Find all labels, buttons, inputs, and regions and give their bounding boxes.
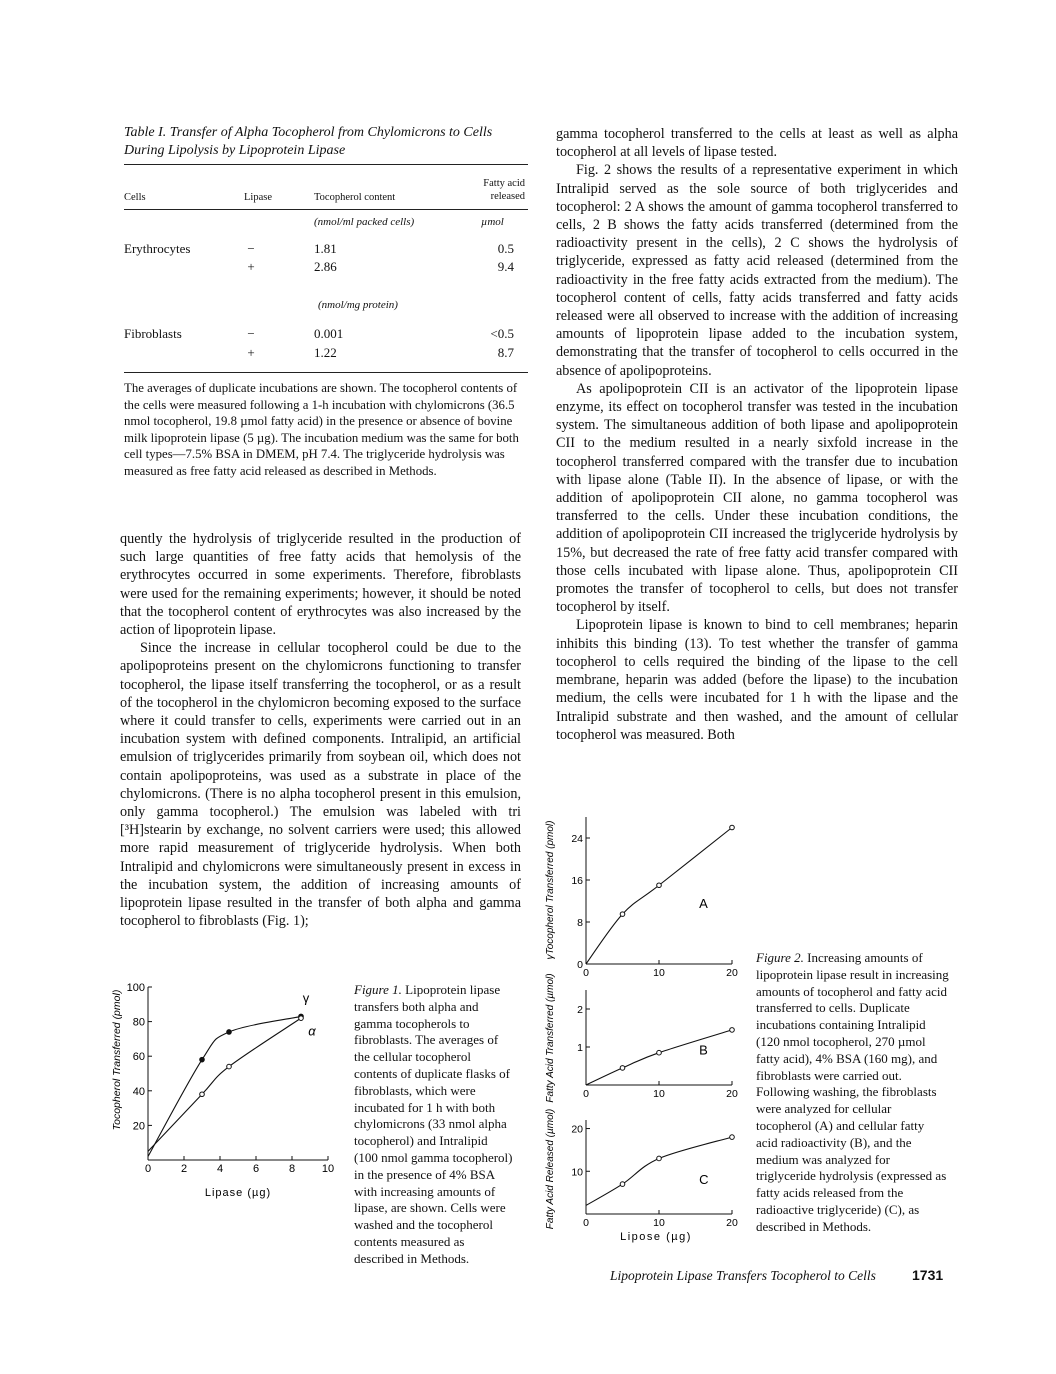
series-line bbox=[586, 1137, 732, 1205]
row-cell-name: Fibroblasts bbox=[124, 326, 182, 341]
row-toco: 1.81 bbox=[314, 241, 337, 256]
data-point bbox=[620, 1182, 625, 1187]
th-fatty1: Fatty acid bbox=[483, 178, 525, 189]
row-cell-name: Erythrocytes bbox=[124, 241, 191, 256]
running-title: Lipoprotein Lipase Transfers Tocopherol to Cells bbox=[610, 1268, 876, 1283]
y-axis-label: Tocopherol Transferred (pmol) bbox=[111, 989, 123, 1131]
x-axis-label: Lipose (µg) bbox=[620, 1231, 692, 1243]
x-tick-label: 20 bbox=[726, 967, 738, 979]
plot-area bbox=[545, 817, 738, 1229]
figure-2-chart bbox=[528, 812, 743, 1252]
series-label-alpha: α bbox=[308, 1023, 316, 1039]
data-point bbox=[299, 1016, 304, 1021]
figure-1-caption bbox=[354, 982, 514, 1268]
row-lipase: − bbox=[247, 241, 255, 256]
y-tick-label: 100 bbox=[126, 982, 145, 994]
y-axis-label: γTocopherol Transferred (pmol) bbox=[545, 820, 556, 960]
table-top-rule bbox=[124, 164, 528, 165]
y-tick-label: 20 bbox=[571, 1123, 583, 1136]
y-axis-label: Fatty Acid Released (µmol) bbox=[545, 1108, 556, 1230]
row-lipase: − bbox=[247, 326, 255, 341]
row-fatty: <0.5 bbox=[490, 326, 514, 341]
row-fatty: 9.4 bbox=[497, 259, 514, 274]
data-point bbox=[620, 912, 625, 917]
series-line bbox=[148, 1018, 301, 1151]
paragraph: As apolipoprotein CII is an activator of the lipoprotein lipase enzyme, its effect on tocopherol transfer was tested in the incubation system. The simultaneous addition of both lipase and apolipoprotein CII to the medium resulted in a nearly sixfold increase in the tocopherol transferred compared with the transfer due to incubation with lipase alone (Table II). In the absence of lipase, or with the addition of apolipoprotein CII alone, no gamma tocopherol was transferred to the cells. Under these incubation conditions, the addition of apolipoprotein CII increased the triglyceride hydrolysis by 15%, but decreased the rate of free fatty acid transfer compared with those cells incubated with lipase alone. Thus, apolipoprotein CII promotes the transfer of tocopherol to cells, but does not transfer tocopherol by itself. bbox=[556, 380, 958, 616]
x-tick-label: 20 bbox=[726, 1088, 738, 1100]
data-point bbox=[620, 1066, 625, 1071]
x-tick-label: 8 bbox=[288, 1163, 296, 1175]
th-fatty2: released bbox=[490, 191, 525, 202]
plot-area bbox=[127, 982, 334, 1175]
caption-text: Increasing amounts of lipoprotein lipase result in increasing amounts of tocopherol and fatty acid transferred to cells. Duplicate incubations containing Intralipid (120 nmol tocopherol, 270 µmol fatty acid), 4% BSA (160 mg), and fibroblasts were carried out. Following washing, the fibroblasts were analyzed for cellular tocopherol (A) and cellular fatty acid radioactivity (B), and the medium was analyzed for triglyceride hydrolysis (expressed as fatty acids released from the radioactive triglyceride) (C), as described in Methods. bbox=[756, 950, 949, 1234]
data-point bbox=[657, 1050, 662, 1055]
data-point bbox=[227, 1030, 232, 1035]
x-tick-label: 6 bbox=[252, 1163, 260, 1175]
y-tick-label: 40 bbox=[132, 1085, 145, 1098]
row-fatty: 8.7 bbox=[497, 345, 514, 360]
data-point bbox=[657, 1156, 662, 1161]
x-tick-label: 4 bbox=[216, 1163, 224, 1175]
x-tick-label: 10 bbox=[653, 967, 665, 979]
series-line bbox=[586, 1030, 732, 1085]
units-fatty-acid: µmol bbox=[481, 216, 504, 228]
data-point bbox=[200, 1057, 205, 1062]
data-point bbox=[657, 883, 662, 888]
panel-label: C bbox=[699, 1171, 709, 1187]
th-cells: Cells bbox=[124, 192, 146, 203]
paragraph: Fig. 2 shows the results of a representative experiment in which Intralipid served as the sole source of both triglycerides and tocopherol: 2 A shows the amount of gamma tocopherol transferred to cells, 2 B shows the fatty acids transferred (determined from the radioactivity present in the cells), 2 C shows the hydrolysis of triglyceride, expressed as fatty acid released (determined from the radioactivity in the free fatty acids extracted from the medium). The tocopherol content of cells, fatty acids transferred and fatty acids released were all observed to increase with the addition of increasing amounts of lipoprotein lipase added to the incubation system, demonstrating that the transfer of tocopherol to cells occurred in the absence of apolipoproteins. bbox=[556, 162, 958, 379]
y-tick-label: 8 bbox=[577, 917, 583, 929]
y-tick-label: 60 bbox=[132, 1051, 145, 1064]
data-point bbox=[730, 1028, 735, 1033]
x-tick-label: 10 bbox=[653, 1088, 665, 1100]
series-line bbox=[586, 828, 732, 965]
x-tick-label: 0 bbox=[144, 1163, 152, 1175]
y-tick-label: 0 bbox=[577, 959, 583, 971]
x-tick-label: 20 bbox=[726, 1217, 738, 1229]
x-tick-label: 0 bbox=[583, 1217, 589, 1229]
units-fibroblasts: (nmol/mg protein) bbox=[318, 299, 398, 311]
y-tick-label: 16 bbox=[571, 875, 583, 887]
table-bottom-rule bbox=[124, 372, 528, 373]
data-point bbox=[200, 1092, 205, 1097]
panel-label: B bbox=[699, 1042, 708, 1058]
caption-text: Lipoprotein lipase transfers both alpha and gamma tocopherols to fibroblasts. The averages of the cellular tocopherol contents of duplicate flasks of fibroblasts, which were incubated for 1 h with both chylomicrons (33 nmol alpha tocopherol) and Intralipid (100 nmol gamma tocopherol) in the presence of 4% BSA with increasing amounts of lipase, are shown. Cells were washed and the tocopherol contents measured as described in Methods. bbox=[354, 982, 513, 1266]
y-axis-label: Fatty Acid Transferred (µmol) bbox=[545, 973, 556, 1103]
y-tick-label: 80 bbox=[132, 1016, 145, 1029]
x-tick-label: 0 bbox=[583, 967, 589, 979]
row-lipase: + bbox=[247, 345, 255, 360]
y-tick-label: 10 bbox=[571, 1166, 583, 1179]
right-column-text bbox=[556, 125, 958, 744]
left-column-text bbox=[120, 530, 521, 930]
table-note: The averages of duplicate incubations are shown. The tocopherol contents of the cells were measured following a 1-h incubation with chylomicrons (36.5 nmol tocopherol, 19.8 µmol fatty acid) in the presence or absence of bovine milk lipoprotein lipase (5 µg). The incubation medium was the same for both cell types—7.5% BSA in DMEM, pH 7.4. The triglyceride hydrolysis was measured as free fatty acid released as described in Methods. bbox=[124, 381, 519, 478]
x-tick-label: 2 bbox=[180, 1163, 188, 1175]
th-tocopherol: Tocopherol content bbox=[314, 192, 396, 203]
y-tick-label: 1 bbox=[577, 1042, 583, 1054]
x-tick-label: 0 bbox=[583, 1088, 589, 1100]
y-tick-label: 2 bbox=[577, 1004, 583, 1016]
panel-label: A bbox=[699, 896, 708, 912]
paragraph: quently the hydrolysis of triglyceride resulted in the production of such large quantities of free fatty acids that hemolysis of the erythrocytes occurred in some experiments. Therefore, fibroblasts were used for the remaining experiments; however, it should be noted that the tocopherol content of erythrocytes was also increased by the action of lipoprotein lipase. bbox=[120, 531, 521, 639]
figure-2-caption bbox=[756, 950, 949, 1236]
units-erythrocytes: (nmol/ml packed cells) bbox=[314, 216, 415, 228]
y-tick-label: 24 bbox=[571, 833, 583, 845]
figure-1-chart bbox=[104, 975, 344, 1205]
row-toco: 2.86 bbox=[314, 259, 337, 274]
row-toco: 1.22 bbox=[314, 345, 337, 360]
th-lipase: Lipase bbox=[244, 192, 272, 203]
x-axis-label: Lipase (µg) bbox=[204, 1187, 272, 1199]
table-header-rule bbox=[124, 209, 528, 210]
data-point bbox=[730, 1135, 735, 1140]
x-tick-label: 10 bbox=[653, 1217, 665, 1229]
caption-label: Figure 1. bbox=[354, 982, 402, 997]
paragraph: Lipoprotein lipase is known to bind to cell membranes; heparin inhibits this binding (13). To test whether the transfer of gamma tocopherol to cells required the binding of the lipase to the cell membrane, heparin was added (before the lipase) to the incubation medium, the cells were incubated for 1 h with the lipase and the Intralipid substrate and then washed, and the amount of cellular tocopherol was measured. Both bbox=[556, 617, 958, 743]
page-number: 1731 bbox=[912, 1267, 944, 1283]
paragraph: Since the increase in cellular tocopherol could be due to the apolipoproteins present on the chylomicrons functioning to transfer tocopherol, the lipase itself transferring the tocopherol, or as a result of the tocopherol in the chylomicron becoming exposed to the surface where it could transfer to cells, experiments were carried out in an incubation system with defined components. Intralipid, an artificial emulsion of triglycerides primarily from soybean oil, which does not contain apolipoproteins, was used as a substrate in place of the chylomicrons. (There is no alpha tocopherol present in this emulsion, only gamma tocopherol.) The emulsion was labeled with tri [³H]stearin by exchange, no solvent carriers were used; this allowed more rapid measurement of triglyceride hydrolysis. When both Intralipid and chylomicrons were simultaneously present in excess in the incubation system, the addition of increasing amounts of lipoprotein lipase resulted in the transfer of both alpha and gamma tocopherol to fibroblasts (Fig. 1); bbox=[120, 640, 521, 930]
data-point bbox=[227, 1064, 232, 1069]
row-toco: 0.001 bbox=[314, 326, 344, 341]
row-fatty: 0.5 bbox=[497, 241, 514, 256]
series-label-gamma: γ bbox=[302, 990, 310, 1006]
series-line bbox=[148, 1016, 301, 1156]
data-point bbox=[730, 825, 735, 830]
row-lipase: + bbox=[247, 259, 255, 274]
caption-label: Figure 2. bbox=[756, 950, 804, 965]
table-title: Table I. Transfer of Alpha Tocopherol from Chylomicrons to Cells During Lipolysis by Lipoprotein Lipase bbox=[124, 125, 493, 158]
y-tick-label: 20 bbox=[132, 1120, 145, 1133]
paragraph: gamma tocopherol transferred to the cells at least as well as alpha tocopherol at all levels of lipase tested. bbox=[556, 126, 958, 161]
x-tick-label: 10 bbox=[321, 1163, 335, 1175]
